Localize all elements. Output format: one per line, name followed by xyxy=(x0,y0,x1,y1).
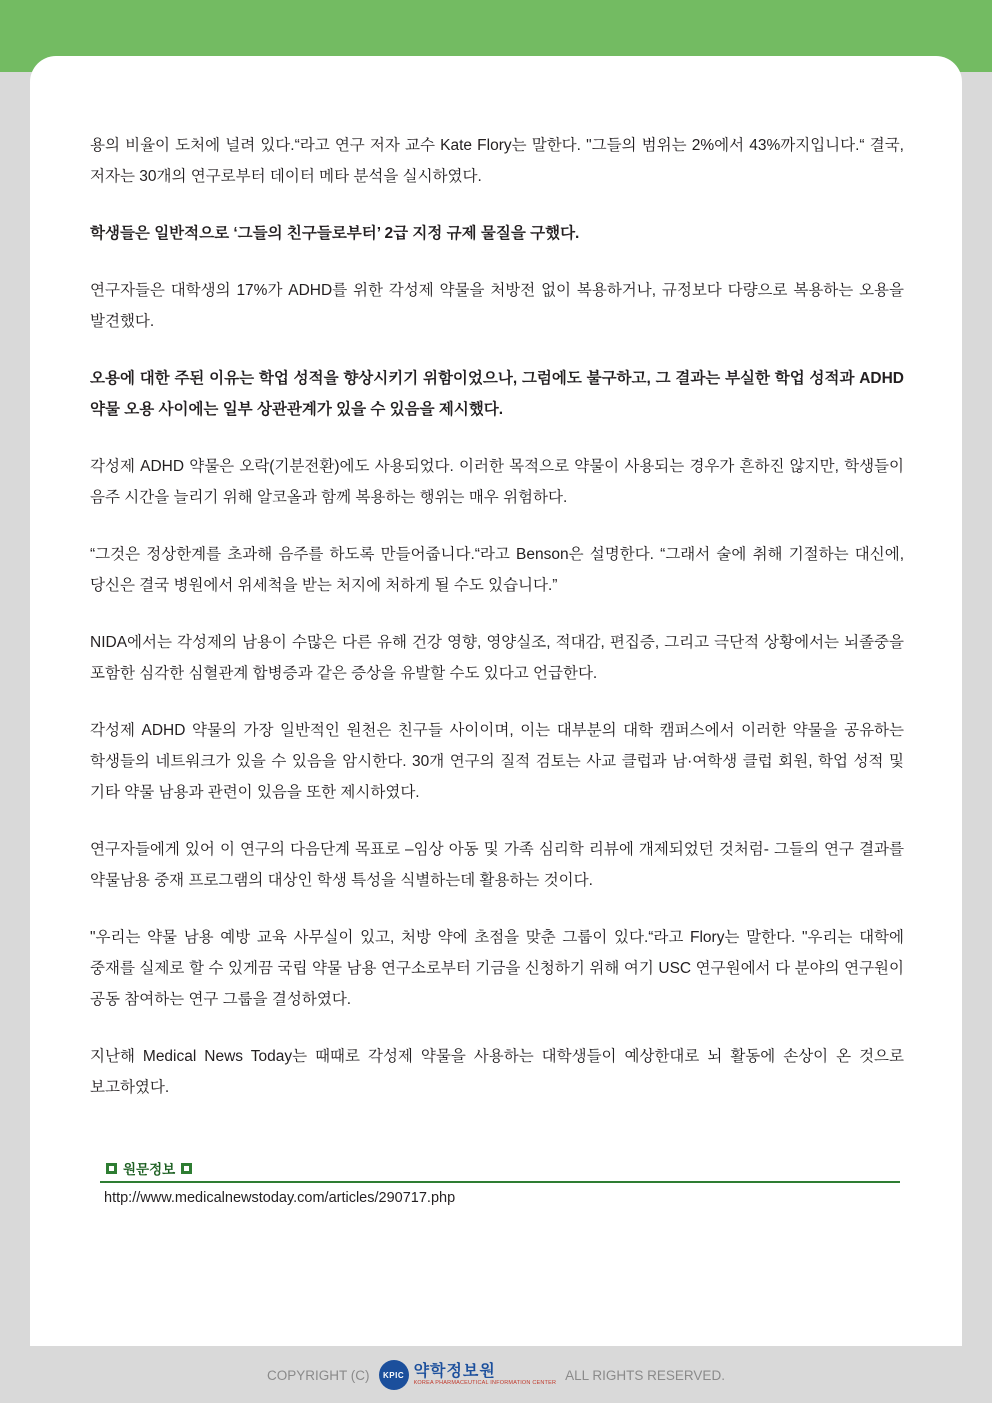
kpic-logo xyxy=(379,1360,557,1390)
footer-copyright-left: COPYRIGHT (C) xyxy=(267,1367,370,1383)
bullet-square-icon xyxy=(106,1163,117,1174)
kpic-logo-text xyxy=(414,1364,557,1387)
kpic-logo-korean: 약학정보원 xyxy=(413,1362,496,1380)
paragraph: 각성제 ADHD 약물의 가장 일반적인 원천은 친구들 사이이며, 이는 대부분의 대학 캠퍼스에서 이러한 약물을 공유하는 학생들의 네트워크가 있을 수 있음을 암시한다. 30개 연구의 질적 검토는 사교 클럽과 남·여학생 클럽 회원, 학업 성적 및 기타 약물 남용과 관련이 있음을 또한 제시하였다. xyxy=(90,722,904,801)
source-url-link[interactable]: http://www.medicalnewstoday.com/articles/290717.php xyxy=(104,1190,456,1206)
article-body xyxy=(90,130,904,1103)
source-section xyxy=(100,1158,900,1206)
paragraph: 용의 비율이 도처에 널려 있다.“라고 연구 저자 교수 Kate Flory는 말한다. "그들의 범위는 2%에서 43%까지입니다.“ 결국, 저자는 30개의 연구로부터 데이터 메타 분석을 실시하였다. xyxy=(90,137,904,185)
page-footer xyxy=(0,1360,992,1390)
footer-copyright-right: ALL RIGHTS RESERVED. xyxy=(565,1367,725,1383)
paragraph: 연구자들에게 있어 이 연구의 다음단계 목표로 –임상 아동 및 가족 심리학 리뷰에 개제되었던 것처럼- 그들의 연구 결과를 약물남용 중재 프로그램의 대상인 학생 특성을 식별하는데 활용하는 것이다. xyxy=(90,841,904,889)
source-divider xyxy=(100,1181,900,1183)
source-title-row xyxy=(100,1158,900,1178)
paragraph-heading: 오용에 대한 주된 이유는 학업 성적을 향상시키기 위함이었으나, 그럼에도 불구하고, 그 결과는 부실한 학업 성적과 ADHD 약물 오용 사이에는 일부 상관관계가 있을 수 있음을 제시했다. xyxy=(90,370,904,418)
paragraph-heading: 학생들은 일반적으로 ‘그들의 친구들로부터’ 2급 지정 규제 물질을 구했다. xyxy=(90,225,580,242)
paragraph: 연구자들은 대학생의 17%가 ADHD를 위한 각성제 약물을 처방전 없이 복용하거나, 규정보다 다량으로 복용하는 오용을 발견했다. xyxy=(90,282,904,330)
bullet-square-icon xyxy=(181,1163,192,1174)
paragraph: NIDA에서는 각성제의 남용이 수많은 다른 유해 건강 영향, 영양실조, 적대감, 편집증, 그리고 극단적 상황에서는 뇌졸중을 포함한 심각한 심혈관계 합병증과 같은 증상을 유발할 수도 있다고 언급한다. xyxy=(90,634,904,682)
kpic-logo-english: KOREA PHARMACEUTICAL INFORMATION CENTER xyxy=(413,1379,557,1386)
paragraph: 지난해 Medical News Today는 때때로 각성제 약물을 사용하는 대학생들이 예상한대로 뇌 활동에 손상이 온 것으로 보고하였다. xyxy=(90,1048,904,1096)
kpic-seal-icon: KPIC xyxy=(379,1360,409,1390)
paragraph: “그것은 정상한계를 초과해 음주를 하도록 만들어줍니다.“라고 Benson은 설명한다. “그래서 술에 취해 기절하는 대신에, 당신은 결국 병원에서 위세척을 받는 처지에 처하게 될 수도 있습니다.” xyxy=(90,546,904,594)
source-title-label: 원문정보 xyxy=(123,1162,176,1177)
paragraph: "우리는 약물 남용 예방 교육 사무실이 있고, 처방 약에 초점을 맞춘 그룹이 있다.“라고 Flory는 말한다. "우리는 대학에 중재를 실제로 할 수 있게끔 국립 약물 남용 연구소로부터 기금을 신청하기 위해 여기 USC 연구원에서 다 분야의 연구원이 공동 참여하는 연구 그룹을 결성하였다. xyxy=(90,929,904,1008)
paragraph: 각성제 ADHD 약물은 오락(기분전환)에도 사용되었다. 이러한 목적으로 약물이 사용되는 경우가 흔하진 않지만, 학생들이 음주 시간을 늘리기 위해 알코올과 함께 복용하는 행위는 매우 위험하다. xyxy=(90,458,904,506)
